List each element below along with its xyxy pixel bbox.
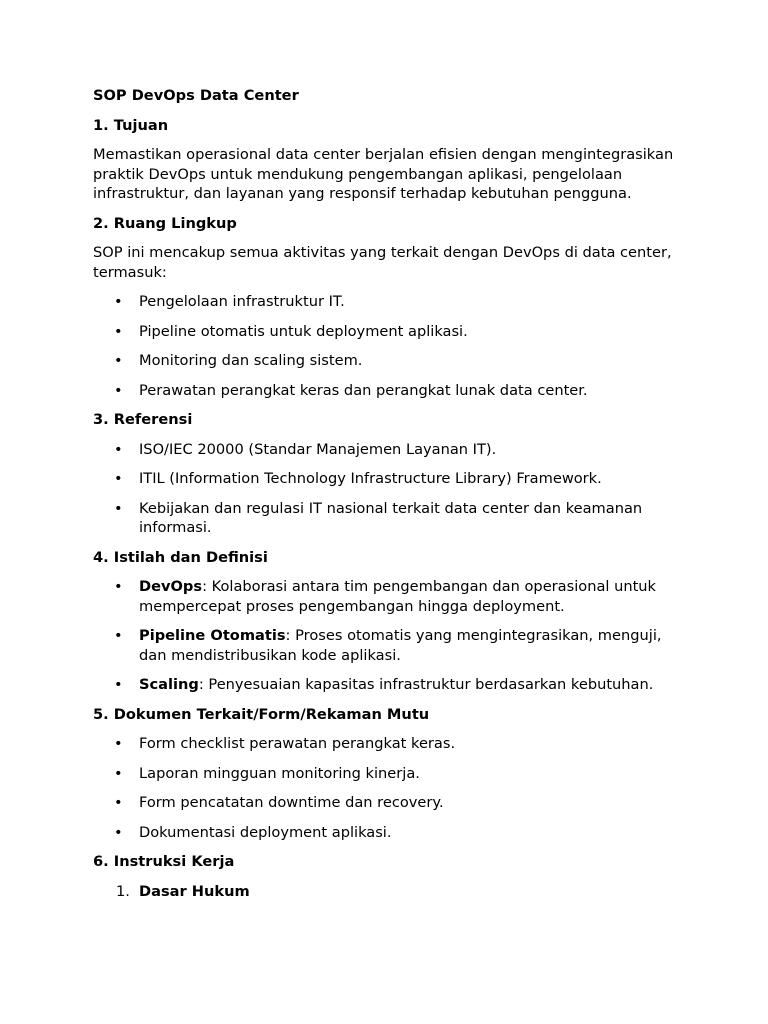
list-item	[93, 882, 683, 902]
list-item-text: Form checklist perawatan perangkat keras.	[139, 735, 456, 752]
bullet-icon: •	[114, 823, 123, 841]
definition-list	[93, 577, 683, 695]
document-title: SOP DevOps Data Center	[93, 87, 299, 104]
section-heading-ruang-lingkup: 2. Ruang Lingkup	[93, 214, 237, 232]
definition-term: Scaling	[139, 676, 199, 693]
section-heading-tujuan: 1. Tujuan	[93, 116, 169, 134]
bullet-icon: •	[114, 676, 123, 693]
list-item	[93, 351, 683, 371]
document-content	[93, 86, 683, 911]
bullet-icon: •	[114, 794, 123, 811]
list-item	[93, 292, 683, 312]
bullet-icon: •	[114, 293, 123, 310]
list-item	[93, 499, 683, 538]
list-number: 1.	[116, 882, 130, 900]
list-item-text: Dasar Hukum	[139, 882, 250, 900]
bullet-icon: •	[114, 381, 123, 399]
scope-list	[93, 292, 683, 400]
bullet-icon: •	[114, 764, 123, 782]
definition-text: : Kolaborasi antara tim pengembangan dan operasional untuk mempercepat proses pengembangan hingga deployment.	[139, 578, 657, 615]
list-item	[93, 675, 683, 695]
definition-term: DevOps	[139, 578, 203, 595]
list-item-text: Kebijakan dan regulasi IT nasional terkait data center dan keamanan informasi.	[139, 499, 643, 536]
bullet-icon: •	[114, 440, 123, 458]
list-item-text: ISO/IEC 20000 (Standar Manajemen Layanan IT).	[139, 440, 497, 458]
list-item	[93, 793, 683, 813]
list-item	[93, 469, 683, 489]
list-item	[93, 626, 683, 665]
section-text-ruang-lingkup: SOP ini mencakup semua aktivitas yang terkait dengan DevOps di data center, termasuk:	[93, 244, 672, 281]
list-item	[93, 823, 683, 843]
bullet-icon: •	[114, 627, 123, 644]
bullet-icon: •	[114, 499, 123, 517]
list-item	[93, 734, 683, 754]
section-heading-instruksi-kerja: 6. Instruksi Kerja	[93, 853, 235, 870]
definition-term: Pipeline Otomatis	[139, 627, 286, 644]
section-heading-referensi: 3. Referensi	[93, 411, 193, 428]
bullet-icon: •	[114, 578, 123, 595]
list-item	[93, 440, 683, 460]
bullet-icon: •	[114, 352, 123, 369]
list-item-text: Form pencatatan downtime dan recovery.	[139, 794, 444, 811]
section-text-tujuan: Memastikan operasional data center berjalan efisien dengan mengintegrasikan praktik DevOps untuk mendukung pengembangan aplikasi, pengelolaan infrastruktur, dan layanan yang responsif terhadap kebutuhan pengguna.	[93, 146, 674, 202]
list-item	[93, 764, 683, 784]
reference-list	[93, 440, 683, 538]
list-item-text: Pipeline otomatis untuk deployment aplikasi.	[139, 322, 468, 340]
bullet-icon: •	[114, 735, 123, 752]
related-documents-list	[93, 734, 683, 842]
bullet-icon: •	[114, 470, 123, 487]
list-item-text: Pengelolaan infrastruktur IT.	[139, 293, 345, 310]
section-heading-istilah: 4. Istilah dan Definisi	[93, 548, 268, 566]
list-item-text: ITIL (Information Technology Infrastructure Library) Framework.	[139, 470, 602, 487]
list-item	[93, 381, 683, 401]
list-item	[93, 322, 683, 342]
list-item	[93, 577, 683, 616]
definition-text: : Proses otomatis yang mengintegrasikan, menguji, dan mendistribusikan kode aplikasi.	[139, 627, 662, 664]
section-heading-dokumen-terkait: 5. Dokumen Terkait/Form/Rekaman Mutu	[93, 705, 430, 723]
bullet-icon: •	[114, 322, 123, 340]
list-item-text: Monitoring dan scaling sistem.	[139, 352, 363, 369]
list-item-text: Dokumentasi deployment aplikasi.	[139, 823, 392, 841]
list-item-text: Laporan mingguan monitoring kinerja.	[139, 764, 420, 782]
work-instruction-list	[93, 882, 683, 902]
list-item-text: Perawatan perangkat keras dan perangkat lunak data center.	[139, 381, 588, 399]
definition-text: : Penyesuaian kapasitas infrastruktur berdasarkan kebutuhan.	[198, 676, 654, 693]
